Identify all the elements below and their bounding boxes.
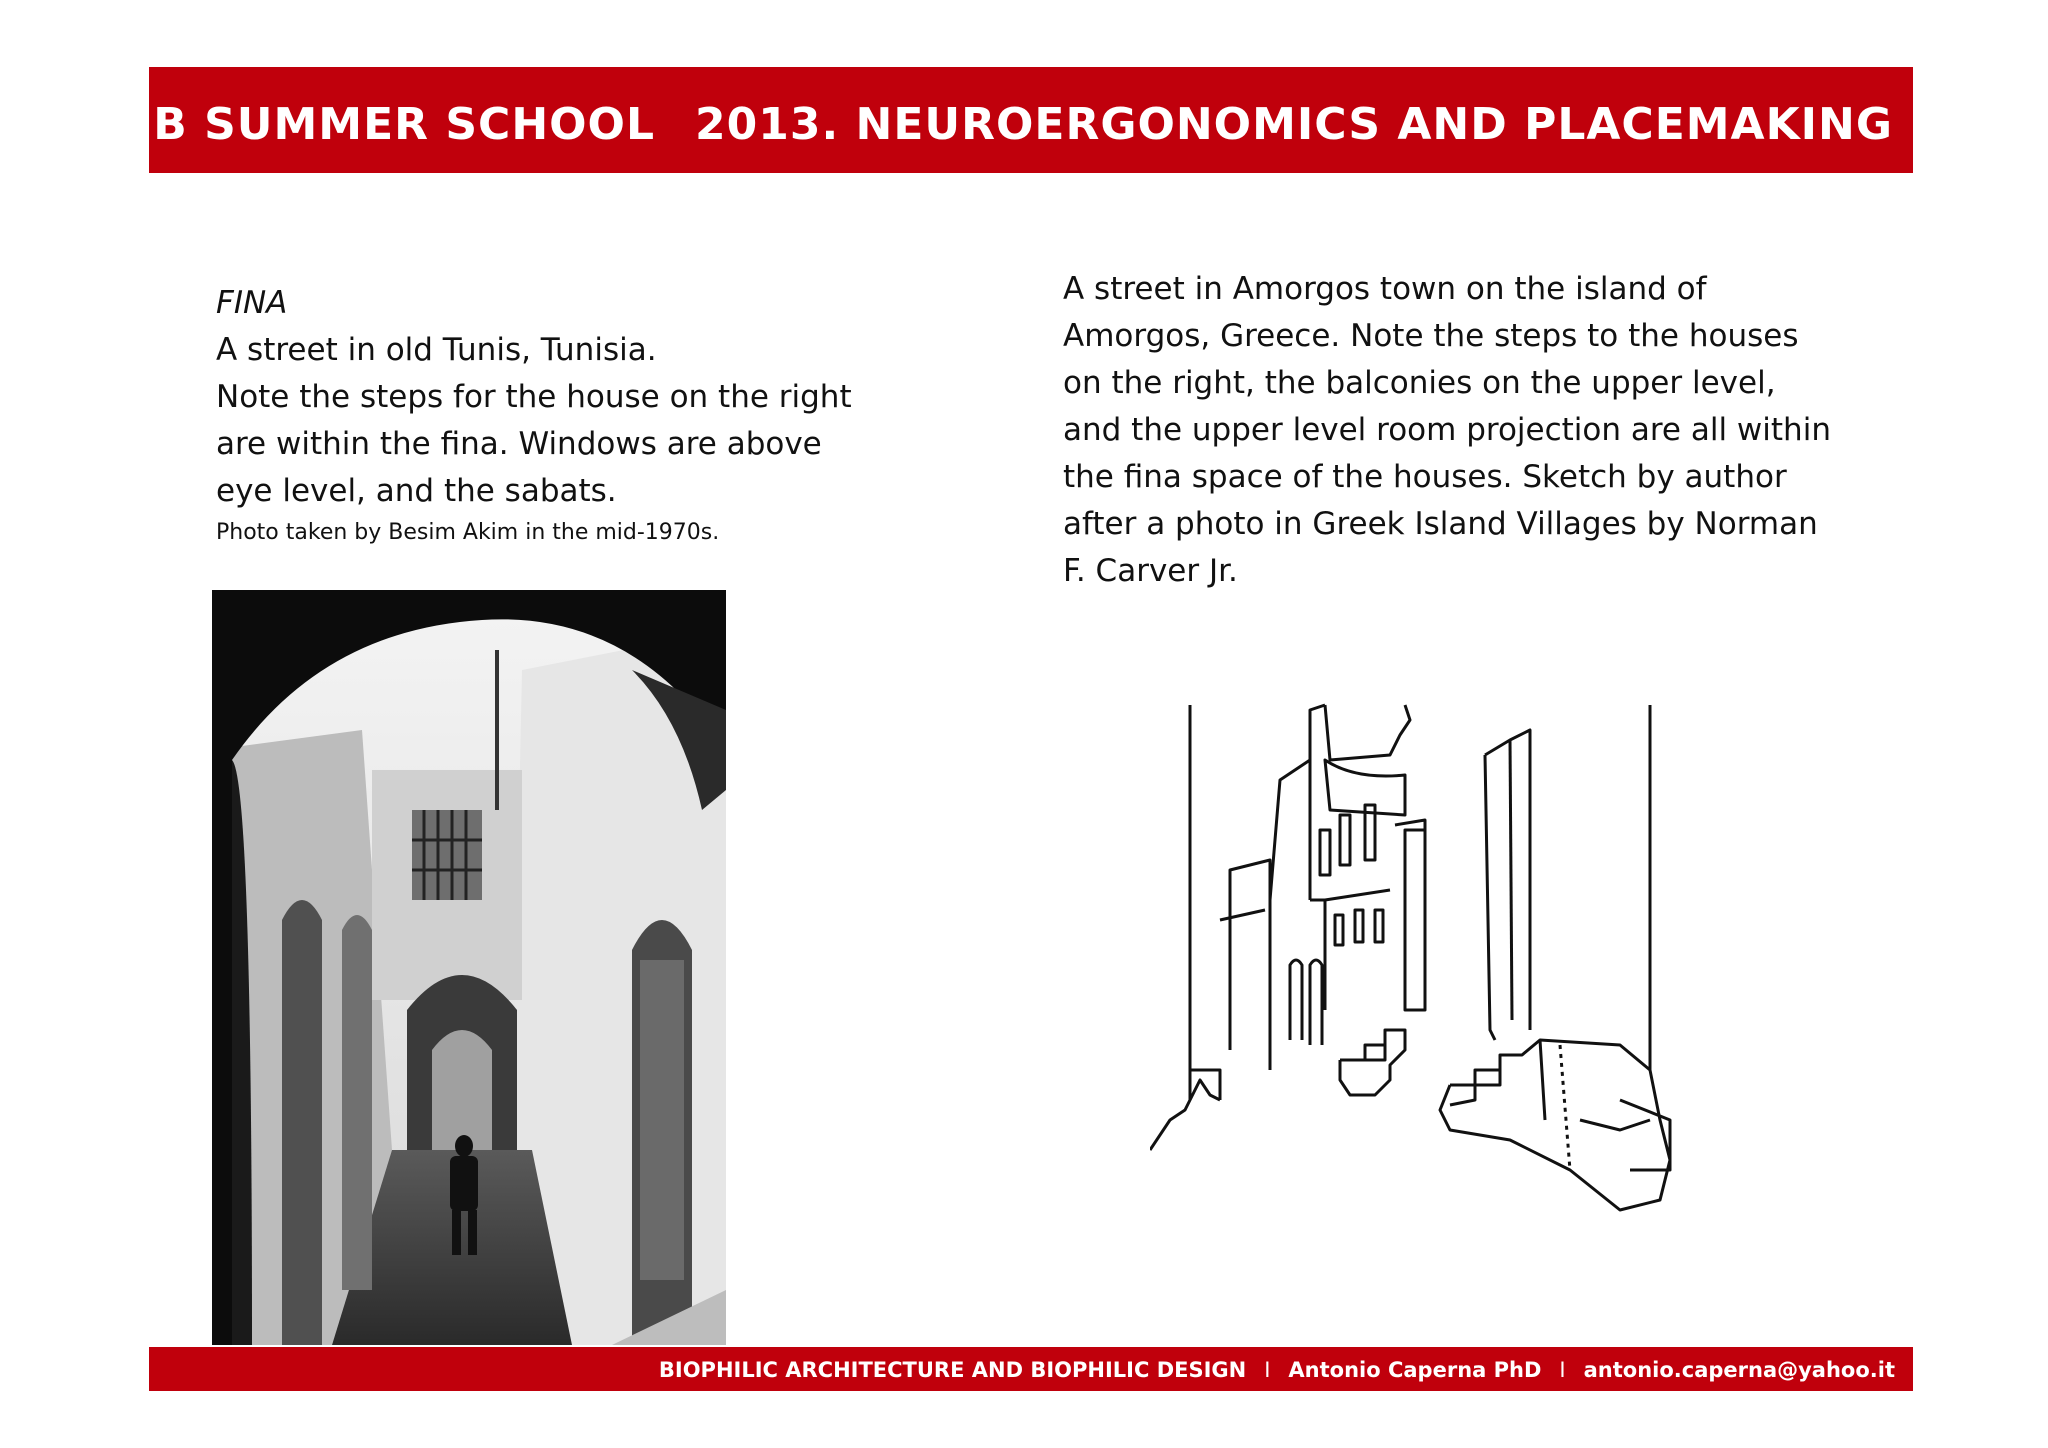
caption-title: FINA bbox=[216, 285, 288, 321]
header-title-left: ISB SUMMER SCHOOL bbox=[103, 99, 655, 150]
left-caption bbox=[216, 280, 876, 551]
footer-email[interactable]: antonio.caperna@yahoo.it bbox=[1583, 1358, 1895, 1382]
footer-author: Antonio Caperna PhD bbox=[1288, 1358, 1542, 1382]
header-title-right: 2013. NEUROERGONOMICS AND PLACEMAKING bbox=[695, 99, 1893, 150]
photo-credit: Photo taken by Besim Akim in the mid-1970s. bbox=[216, 520, 720, 545]
footer-banner bbox=[149, 1347, 1913, 1391]
right-caption: A street in Amorgos town on the island of Amorgos, Greece. Note the steps to the houses on the right, the balconies on the upper level, and the upper level room projection are all within the fina space of the houses. Sketch by author after a photo in Greek Island Villages by Norman F. Carver Jr. bbox=[1063, 271, 1831, 589]
caption-location: A street in old Tunis, Tunisia. bbox=[216, 332, 657, 368]
amorgos-street-sketch bbox=[1150, 700, 1700, 1220]
header-title bbox=[103, 67, 1893, 173]
header-banner bbox=[103, 67, 1913, 173]
footer-text bbox=[659, 1347, 1895, 1391]
footer-subject: BIOPHILIC ARCHITECTURE AND BIOPHILIC DESIGN bbox=[658, 1358, 1247, 1382]
caption-body: Note the steps for the house on the right are within the fina. Windows are above eye level, and the sabats. bbox=[216, 379, 852, 509]
footer-separator-2: I bbox=[1559, 1358, 1566, 1382]
tunis-street-photo bbox=[212, 590, 726, 1345]
footer-separator: I bbox=[1264, 1358, 1271, 1382]
